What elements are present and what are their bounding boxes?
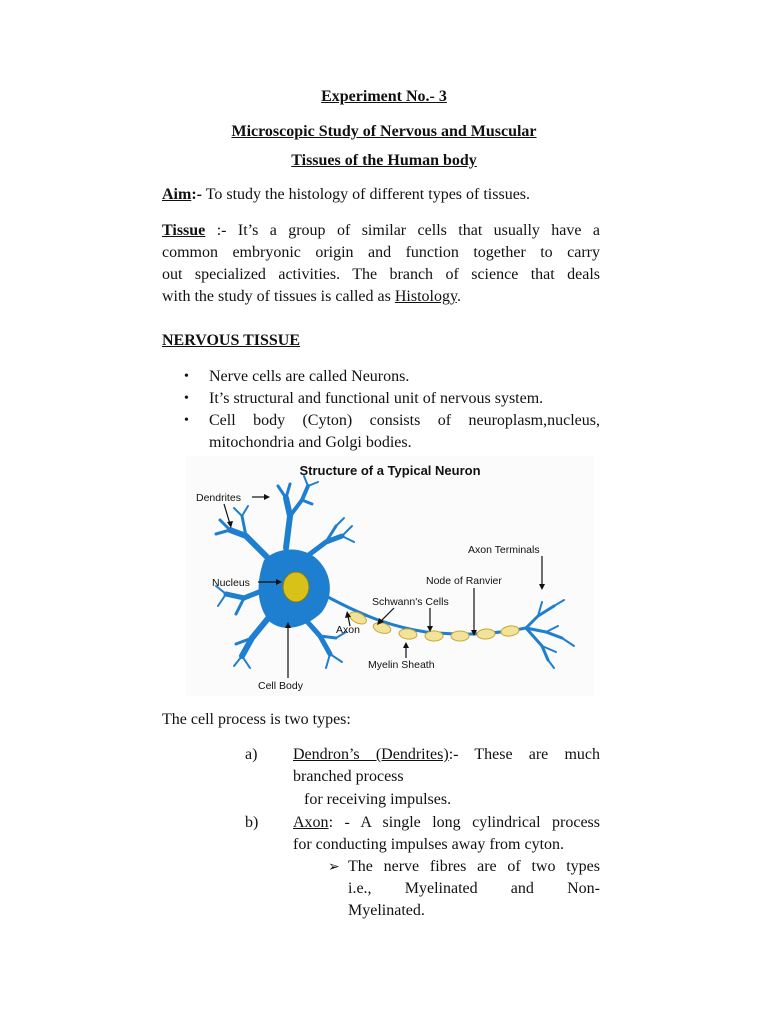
axon-term: Axon <box>293 814 329 831</box>
process-intro: The cell process is two types: <box>162 711 351 728</box>
sub-item-line-1: The nerve fibres are of two types <box>348 858 600 875</box>
neuron-diagram <box>186 456 594 696</box>
tissue-line4-end: . <box>456 288 461 305</box>
bullet-icon: • <box>184 413 189 428</box>
aim-text: To study the histology of different types of tissues. <box>201 186 531 203</box>
item-a-line1-text: :- These are much <box>448 746 601 763</box>
label-myelin-sheath: Myelin Sheath <box>368 659 435 671</box>
bullet-item-3-continued: mitochondria and Golgi bodies. <box>209 434 412 451</box>
label-schwann-cells: Schwann's Cells <box>372 596 449 608</box>
item-a-line-3: for receiving impulses. <box>304 791 452 808</box>
label-cell-body: Cell Body <box>258 680 303 692</box>
tissue-line-1 <box>162 220 600 242</box>
tissue-label: Tissue <box>162 222 206 239</box>
title-line-2: Tissues of the Human body <box>291 152 477 169</box>
aim-label: Aim <box>162 186 192 203</box>
bullet-item-2: It’s structural and functional unit of nervous system. <box>209 390 544 407</box>
label-node-of-ranvier: Node of Ranvier <box>426 575 502 587</box>
tissue-line-3: out specialized activities. The branch of science that deals <box>162 266 600 283</box>
label-nucleus: Nucleus <box>212 577 250 589</box>
label-axon: Axon <box>336 624 360 636</box>
label-dendrites: Dendrites <box>196 492 241 504</box>
figure-title: Structure of a Typical Neuron <box>299 463 481 478</box>
tissue-line4-text: with the study of tissues is called as <box>162 288 395 305</box>
item-b-line-1 <box>293 812 600 834</box>
item-a-line-1 <box>293 744 600 766</box>
bullet-icon: • <box>184 369 189 384</box>
tissue-line-2: common embryonic origin and function together to carry <box>162 244 600 261</box>
item-a-line-2: branched process <box>293 768 404 785</box>
aim-separator: :- <box>191 186 202 203</box>
dendron-term: Dendron’s (Dendrites) <box>293 746 449 763</box>
item-a-marker: a) <box>245 746 258 763</box>
arrow-bullet-icon: ➢ <box>328 859 340 875</box>
label-axon-terminals: Axon Terminals <box>468 544 540 556</box>
nucleus-shape <box>283 572 309 602</box>
sub-item-line-3: Myelinated. <box>348 902 425 919</box>
bullet-icon: • <box>184 391 189 406</box>
item-b-marker: b) <box>245 814 259 831</box>
bullet-item-3: Cell body (Cyton) consists of neuroplasm,nucleus, <box>209 412 600 429</box>
title-line-1: Microscopic Study of Nervous and Muscular <box>231 123 537 140</box>
tissue-line1-text: :- It’s a group of similar cells that usually have a <box>205 222 600 239</box>
bullet-item-1: Nerve cells are called Neurons. <box>209 368 410 385</box>
tissue-line-4 <box>162 286 461 308</box>
aim-paragraph <box>162 184 530 206</box>
histology-term: Histology <box>394 288 457 305</box>
nervous-tissue-heading: NERVOUS TISSUE <box>162 332 300 349</box>
sub-item-line-2: i.e., Myelinated and Non- <box>348 880 600 897</box>
experiment-number: Experiment No.- 3 <box>321 88 447 105</box>
item-b-line-2: for conducting impulses away from cyton. <box>293 836 565 853</box>
item-b-line1-text: : - A single long cylindrical process <box>328 814 600 831</box>
